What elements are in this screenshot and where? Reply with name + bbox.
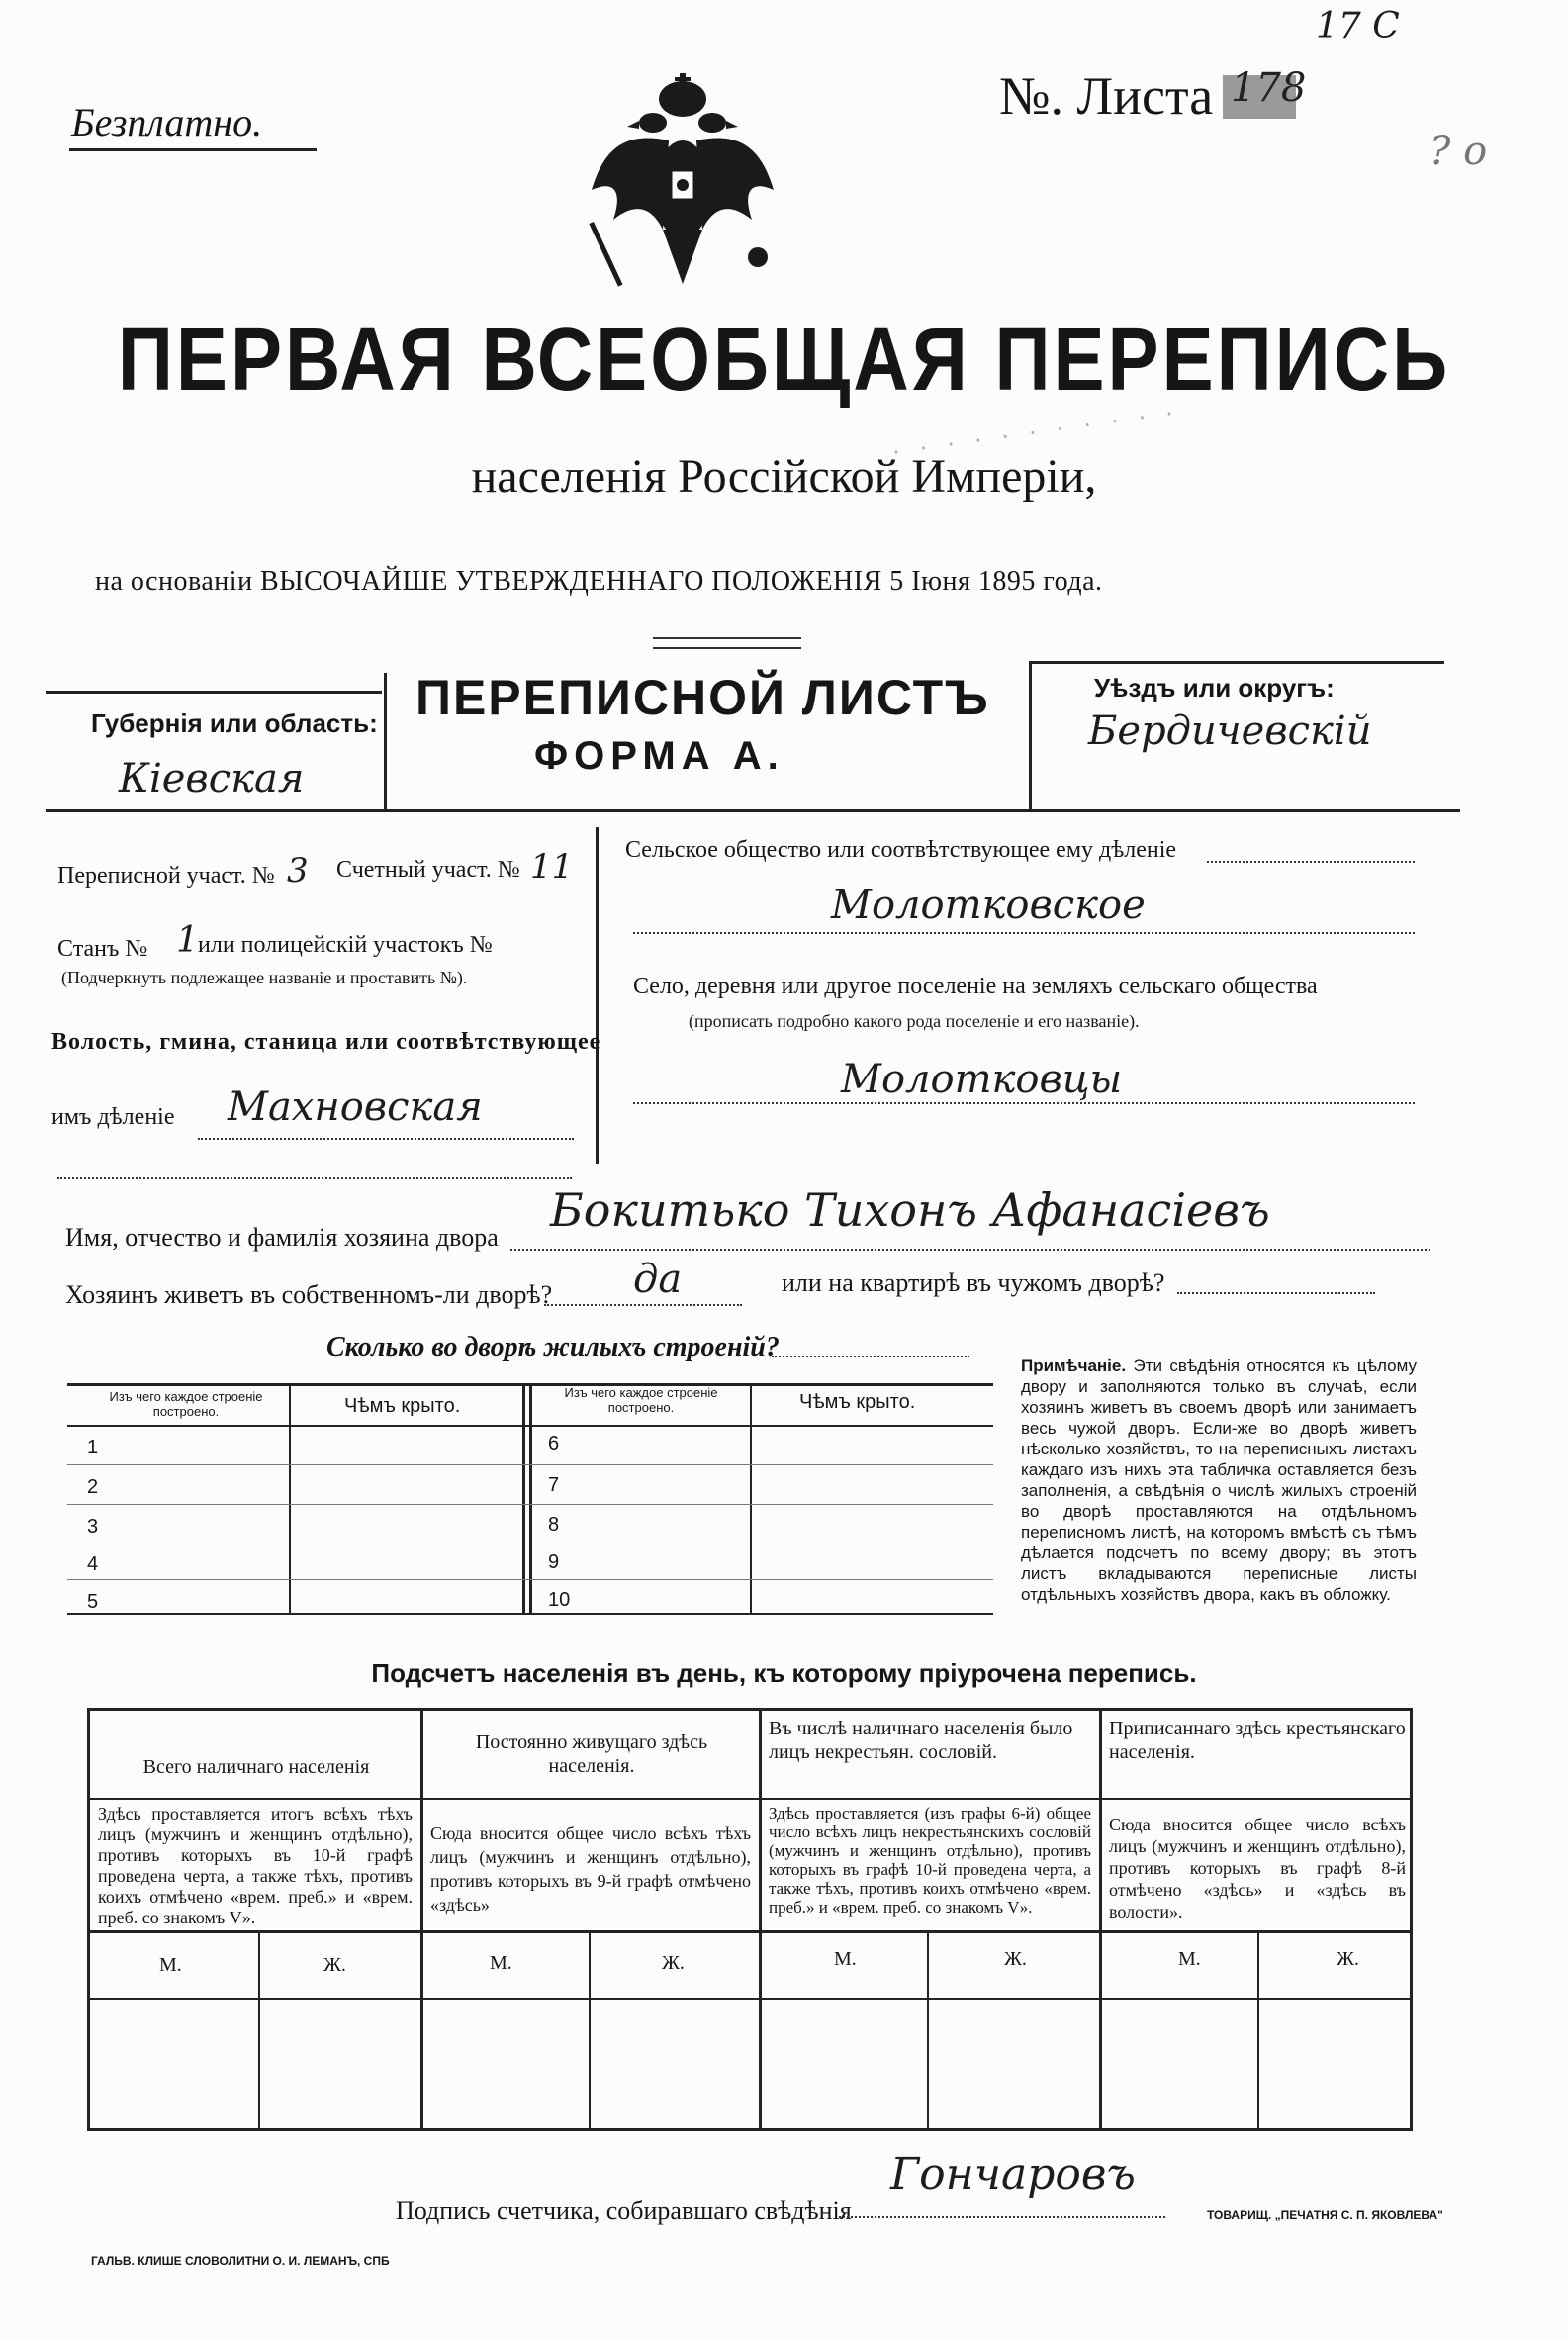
- province-value: Кіевская: [119, 756, 305, 801]
- society-value: Молотковское: [831, 883, 1146, 928]
- signature-value: Гончаровъ: [890, 2149, 1136, 2199]
- buildings-label: Сколько во дворѣ жилыхъ строеній?: [326, 1332, 780, 1362]
- faint-stamp: · · · · · · · · · · ·: [889, 395, 1182, 466]
- ct-desc-peasant: Сюда вносится общее число всѣхъ лицъ (мужчинъ и женщинъ отдѣльно), противъ которыхъ въ графѣ 8-й отмѣчено «здѣсь» и «здѣсь въ волости».: [1109, 1815, 1406, 1921]
- buildings-dotted-line: [772, 1356, 969, 1357]
- corner-page-number: 17 C: [1316, 6, 1400, 47]
- ct-mf-rule: [90, 1998, 1410, 2000]
- bt-row-number: 7: [548, 1474, 560, 1496]
- bt-col-roof-right: Чѣмъ крыто.: [799, 1391, 916, 1413]
- header-top-left-rule: [46, 691, 382, 694]
- bt-row-number: 1: [87, 1437, 99, 1458]
- bt-col-material-left: Изъ чего каждое строеніе построено.: [109, 1389, 263, 1419]
- free-underline: [69, 148, 317, 151]
- ct-header-non-peasant: Въ числѣ наличнаго населенія было лицъ некрестьян. сословій.: [769, 1718, 1073, 1763]
- left-blank-dotted-line: [57, 1177, 572, 1179]
- ct-m-label: М.: [1178, 1948, 1201, 1970]
- district-value: Бердичевскій: [1088, 708, 1372, 754]
- count-table: [87, 1708, 1413, 2131]
- ct-sub-rule: [1257, 1932, 1259, 2128]
- police-label: или полицейскій участокъ №: [198, 932, 493, 958]
- title-sub: населенія Россійской Имперіи,: [471, 450, 1097, 503]
- free-label: Безплатно.: [71, 100, 263, 144]
- ct-sub-rule: [589, 1932, 591, 2128]
- printer-right: ТОВАРИЩ. „ПЕЧАТНЯ С. П. ЯКОВЛЕВА": [1207, 2208, 1443, 2222]
- buildings-table: [67, 1383, 993, 1615]
- count-section-label: Счетный участ. №: [336, 857, 520, 883]
- ct-header-permanent: Постоянно живущаго здѣсь населенія.: [475, 1731, 708, 1777]
- header-bottom-rule: [46, 809, 1460, 812]
- note-title: Примѣчаніе.: [1021, 1357, 1127, 1375]
- bt-row-number: 6: [548, 1433, 560, 1454]
- bt-row-number: 4: [87, 1553, 99, 1575]
- margin-marks: ? о: [1430, 129, 1488, 174]
- bt-row-rule: [67, 1579, 993, 1580]
- printer-left: ГАЛЬВ. КЛИШЕ СЛОВОЛИТНИ О. И. ЛЕМАНЪ, СПБ: [91, 2254, 390, 2268]
- ct-m-label: М.: [159, 1954, 182, 1976]
- ct-col-rule: [759, 1711, 762, 2128]
- ct-desc-non-peasant: Здѣсь проставляется (изъ графы 6-й) общее число всѣхъ лицъ некрестьянскихъ сословій (мужчинъ и женщинъ отдѣльно), противъ которыхъ въ графѣ 10-й проведена черта, а также тѣхъ, противъ коихъ отмѣчено «врем. преб.» и «врем. преб. со знакомъ V».: [769, 1804, 1091, 1917]
- stan-value: 1: [176, 920, 199, 961]
- bt-row-number: 10: [548, 1589, 571, 1611]
- own-yard-label: Хозяинъ живетъ въ собственномъ-ли дворѣ?: [65, 1280, 553, 1309]
- ct-f-label: Ж.: [662, 1952, 685, 1974]
- bt-row-number: 5: [87, 1591, 99, 1613]
- sheet-number-handwritten: 178: [1231, 65, 1307, 111]
- title-main: ПЕРВАЯ ВСЕОБЩАЯ ПЕРЕПИСЬ: [117, 309, 1451, 410]
- header-right-divider: [1029, 661, 1032, 811]
- volost-dotted-line: [198, 1138, 574, 1140]
- bt-row-rule: [67, 1504, 993, 1505]
- ct-m-label: М.: [834, 1948, 857, 1970]
- ornament-divider: [653, 637, 801, 649]
- village-value: Молотковцы: [841, 1057, 1123, 1102]
- census-section-value: 3: [287, 851, 309, 890]
- ct-col-rule: [420, 1711, 423, 2128]
- bt-col-roof-left: Чѣмъ крыто.: [344, 1395, 461, 1417]
- province-label: Губернія или область:: [91, 708, 378, 738]
- volost-value: Махновская: [228, 1084, 483, 1130]
- form-subtitle: ФОРМА А.: [534, 734, 784, 778]
- count-section-value: 11: [530, 847, 574, 887]
- bt-row-rule: [67, 1464, 993, 1465]
- village-dotted-line: [633, 1102, 1415, 1104]
- ct-col-rule: [1099, 1711, 1102, 2128]
- ct-header-peasant: Приписаннаго здѣсь крестьянскаго населенія.: [1109, 1718, 1406, 1763]
- ct-f-label: Ж.: [1004, 1948, 1027, 1970]
- bt-row-number: 8: [548, 1514, 560, 1536]
- signature-label: Подпись счетчика, собиравшаго свѣдѣнія: [396, 2197, 852, 2225]
- census-section-label: Переписной участ. №: [57, 863, 275, 889]
- header-left-divider: [384, 673, 387, 811]
- rented-dotted-line: [1177, 1292, 1375, 1294]
- bt-row-number: 9: [548, 1551, 560, 1573]
- stan-label: Станъ №: [57, 936, 148, 962]
- owner-name-value: Бокитько Тихонъ Афанасіевъ: [550, 1183, 1270, 1237]
- own-yard-dotted-line: [544, 1304, 742, 1306]
- ct-header-total: Всего наличнаго населенія: [142, 1756, 370, 1778]
- society-dotted-line: [1207, 861, 1415, 863]
- imperial-eagle-emblem: [584, 71, 782, 309]
- bt-row-number: 2: [87, 1476, 99, 1498]
- title-basis: на основаніи ВЫСОЧАЙШЕ УТВЕРЖДЕННАГО ПОЛОЖЕНІЯ 5 Іюня 1895 года.: [95, 566, 1103, 597]
- owner-name-dotted-line: [510, 1249, 1430, 1251]
- rented-label: или на квартирѣ въ чужомъ дворѣ?: [782, 1268, 1165, 1297]
- village-note: (прописать подробно какого рода поселеніе и его названіе).: [689, 1011, 1140, 1031]
- ct-f-label: Ж.: [323, 1954, 346, 1976]
- ct-header-rule: [90, 1798, 1410, 1800]
- count-title: Подсчетъ населенія въ день, къ которому пріурочена перепись.: [371, 1658, 1197, 1688]
- ct-sub-rule: [927, 1932, 929, 2128]
- village-label: Село, деревня или другое поселеніе на земляхъ сельскаго общества: [633, 974, 1318, 999]
- note-text: Эти свѣдѣнія относятся къ цѣлому двору и заполняются только въ случаѣ, если хозяинъ живетъ въ своемъ дворѣ или занимаетъ весь чужой дворъ. Если-же во дворѣ живетъ нѣсколько хозяйствъ, то на переписныхъ листахъ каждаго изъ нихъ эта табличка оставляется безъ заполненія, а свѣдѣнія о числѣ жилыхъ строеній во дворѣ проставляются на отдѣльномъ переписномъ листѣ, на которомъ вмѣстѣ съ тѣмъ дѣлается подсчетъ по всему двору; въ этотъ листъ вкладываются переписные листы отдѣльныхъ хозяйствъ двора, какъ въ обложку.: [1021, 1357, 1417, 1604]
- owner-name-label: Имя, отчество и фамилія хозяина двора: [65, 1223, 499, 1252]
- bt-row-number: 3: [87, 1516, 99, 1538]
- ct-desc-rule: [90, 1930, 1410, 1933]
- ct-desc-permanent: Сюда вносится общее число всѣхъ тѣхъ лицъ (мужчинъ и женщинъ отдѣльно), противъ которыхъ въ 9-й графѣ отмѣчено «здѣсь»: [430, 1824, 751, 1915]
- buildings-note: [1021, 1356, 1417, 1605]
- volost-label: Волость, гмина, станица или соотвѣтствующее: [51, 1029, 601, 1055]
- sheet-number-label: №. Листа: [999, 66, 1214, 126]
- ct-desc-total: Здѣсь проставляется итогъ всѣхъ тѣхъ лицъ (мужчинъ и женщинъ отдѣльно), противъ которыхъ въ 10-й графѣ проведена черта, а также тѣхъ, противъ коихъ отмѣчено «врем. преб.» и «врем. преб. со знакомъ V».: [98, 1804, 413, 1927]
- society-label: Сельское общество или соотвѣтствующее ему дѣленіе: [625, 837, 1177, 863]
- header-top-right-rule: [1029, 661, 1444, 664]
- ct-m-label: М.: [490, 1952, 512, 1974]
- bt-col-material-right: Изъ чего каждое строеніе построено.: [564, 1385, 718, 1415]
- ct-sub-rule: [258, 1932, 260, 2128]
- underline-note: (Подчеркнуть подлежащее названіе и проставить №).: [61, 968, 468, 987]
- society-value-dotted-line: [633, 932, 1415, 934]
- district-label: Уѣздъ или округъ:: [1094, 673, 1335, 702]
- division-label: имъ дѣленіе: [51, 1104, 175, 1130]
- ct-f-label: Ж.: [1337, 1948, 1359, 1970]
- own-yard-value: да: [633, 1257, 683, 1302]
- middle-vertical-rule: [596, 827, 599, 1164]
- signature-dotted-line: [839, 2216, 1165, 2218]
- form-title: ПЕРЕПИСНОЙ ЛИСТЪ: [415, 670, 990, 725]
